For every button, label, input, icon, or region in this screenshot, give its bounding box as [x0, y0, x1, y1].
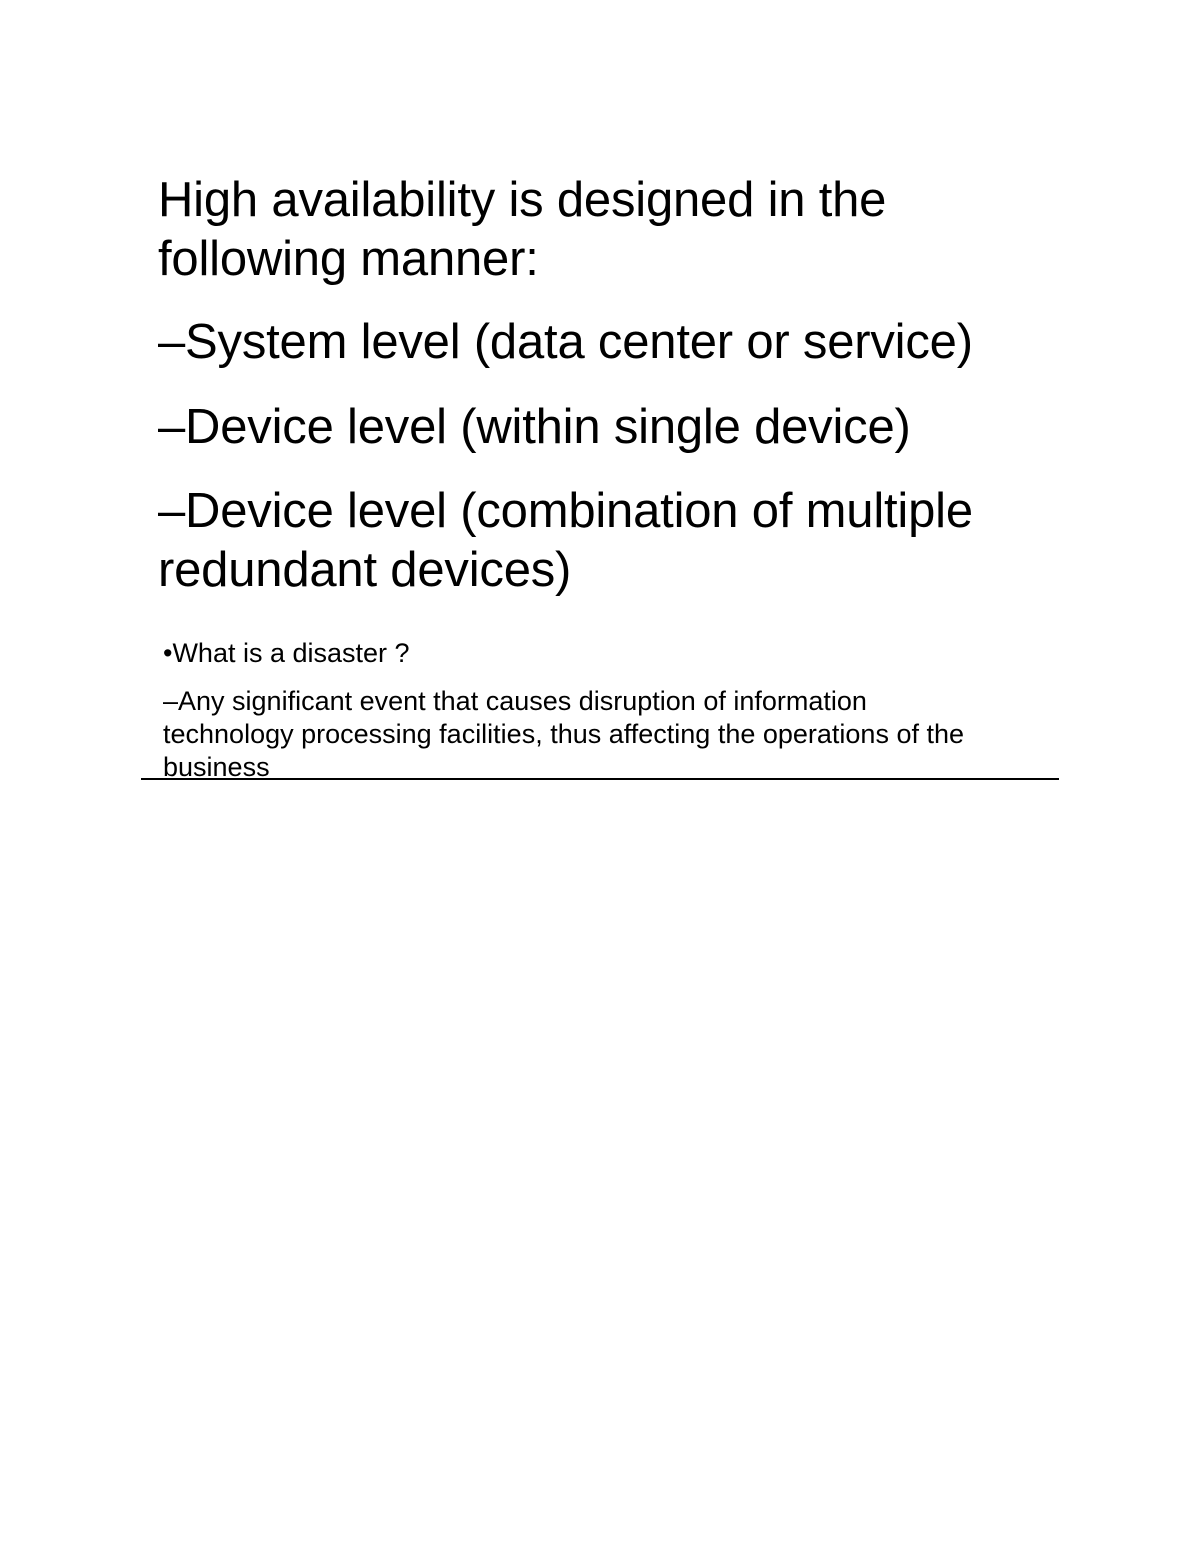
level-item-device-multiple	[158, 482, 973, 600]
disaster-question: •What is a disaster ?	[163, 638, 410, 668]
level-item-line: –Device level (within single device)	[158, 400, 911, 454]
definition-line: technology processing facilities, thus affecting the operations of the	[163, 719, 964, 749]
heading-line: High availability is designed in the	[158, 173, 887, 227]
disaster-definition	[163, 685, 964, 784]
level-item-device-single	[158, 398, 911, 457]
definition-line: business	[163, 752, 270, 782]
heading-line: following manner:	[158, 232, 539, 286]
level-item-system	[158, 313, 973, 372]
definition-line: –Any significant event that causes disruption of information	[163, 686, 867, 716]
level-item-line: redundant devices)	[158, 543, 572, 597]
heading	[158, 171, 886, 289]
level-item-line: –Device level (combination of multiple	[158, 484, 973, 538]
horizontal-rule	[141, 778, 1059, 780]
level-item-line: –System level (data center or service)	[158, 315, 973, 369]
